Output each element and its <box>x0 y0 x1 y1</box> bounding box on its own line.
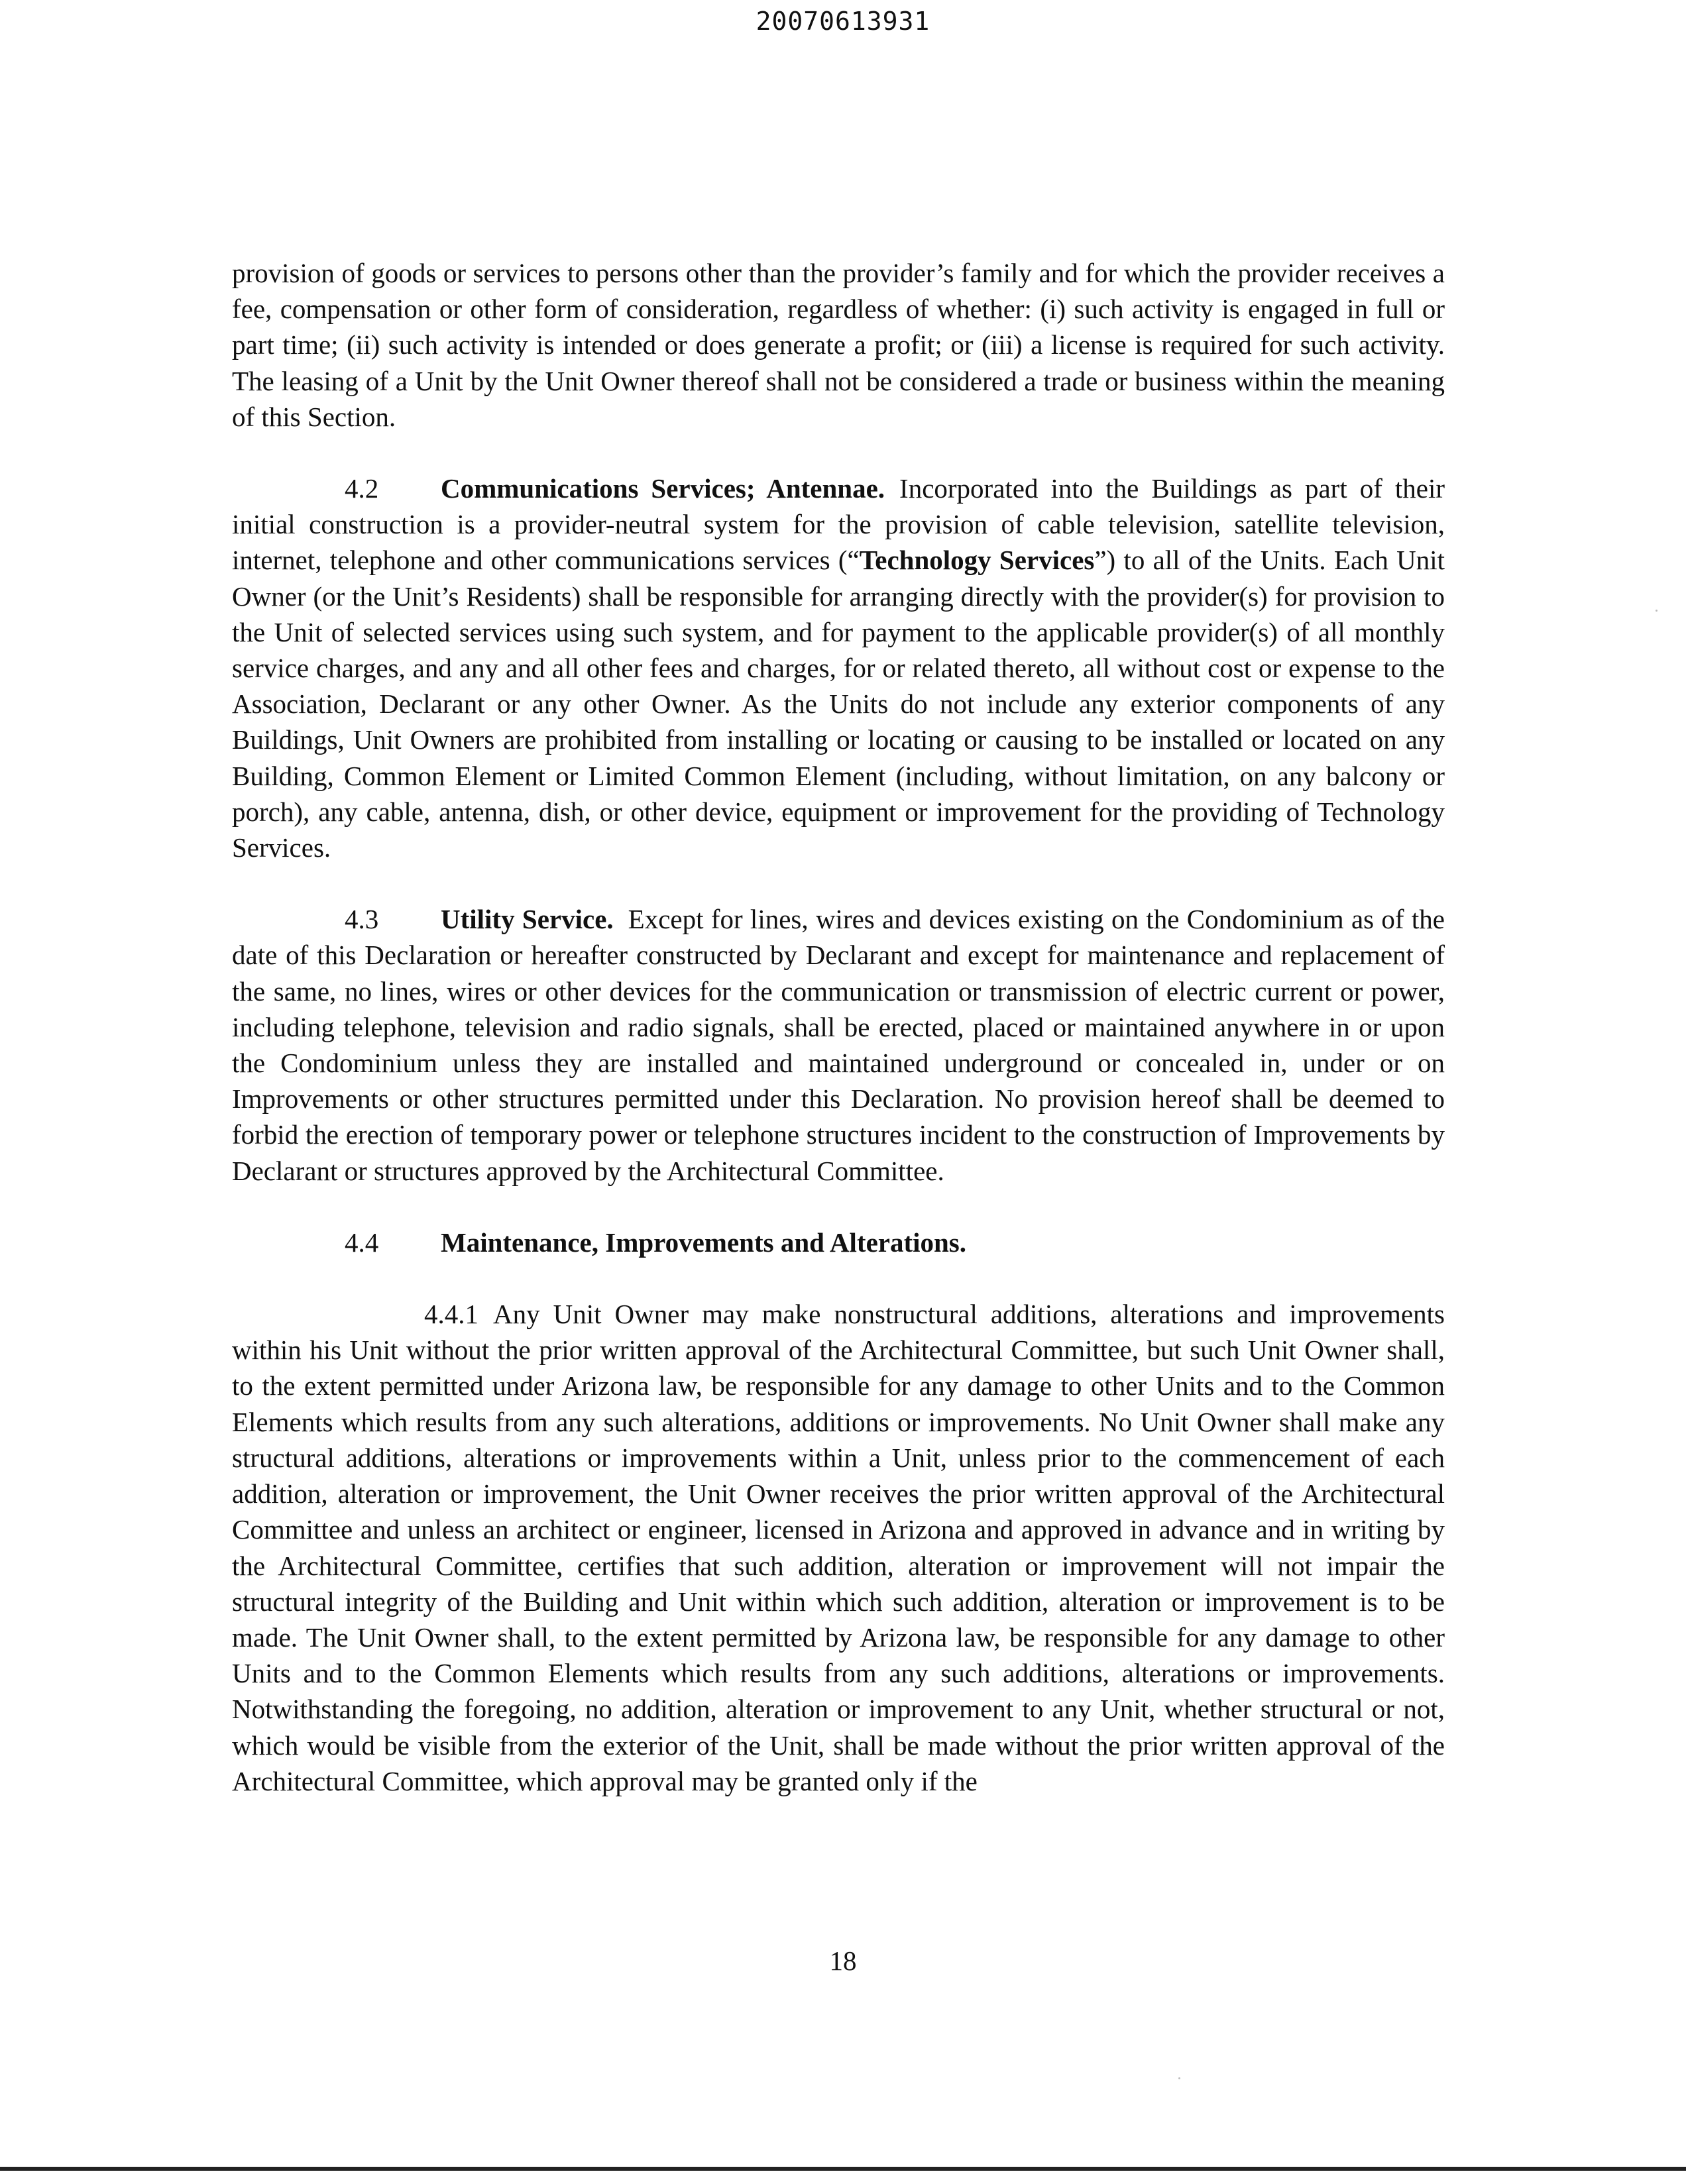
scan-speck <box>1178 2077 1180 2079</box>
section-4-4-number: 4.4 <box>345 1227 379 1258</box>
section-4-3 <box>232 901 1445 1189</box>
section-4-2-defined-term: Technology Services <box>859 545 1095 576</box>
section-4-2-number: 4.2 <box>345 473 379 504</box>
intro-paragraph: provision of goods or services to persons other than the provider’s family and for which the provider receives a fee, compensation or other form of consideration, regardless of whether: (i) such activity is engaged in full or part time; (ii) such activity is intended or does generate a profit; or (iii) a license is required for such activity. The leasing of a Unit by the Unit Owner thereof shall not be considered a trade or business within the meaning of this Section. <box>232 258 1445 432</box>
bottom-scan-border <box>0 2167 1686 2171</box>
page-number: 18 <box>829 1945 857 1976</box>
section-4-4-1-number: 4.4.1 <box>424 1299 478 1330</box>
section-4-2-text-after: ”) to all of the Units. Each Unit Owner (or the Unit’s Residents) shall be responsible for arranging directly with the provider(s) for provision to the Unit of selected services using such system, and for payment to the applicable provider(s) of all monthly service charges, and any and all other fees and charges, for or related thereto, all without cost or expense to the Association, Declarant or any other Owner. As the Units do not include any exterior components of any Buildings, Unit Owners are prohibited from installing or locating or causing to be installed or located on any Building, Common Element or Limited Common Element (including, without limitation, on any balcony or porch), any cable, antenna, dish, or other device, equipment or improvement for the providing of Technology Services. <box>232 545 1445 863</box>
section-4-4-heading <box>232 1225 1445 1260</box>
section-4-4-1-text: Any Unit Owner may make nonstructural additions, alterations and improvements within his Unit without the prior written approval of the Architectural Committee, but such Unit Owner shall, to the extent permitted under Arizona law, be responsible for any damage to other Units and to the Common Elements which results from any such alterations, additions or improvements. No Unit Owner shall make any structural additions, alterations or improvements within a Unit, unless prior to the commencement of each addition, alteration or improvement, the Unit Owner receives the prior written approval of the Architectural Committee and unless an architect or engineer, licensed in Arizona and approved in advance and in writing by the Architectural Committee, certifies that such addition, alteration or improvement will not impair the structural integrity of the Building and Unit within which such addition, alteration or improvement is to be made. The Unit Owner shall, to the extent permitted by Arizona law, be responsible for any damage to other Units and to the Common Elements which results from any such additions, alterations or improvements. Notwithstanding the foregoing, no addition, alteration or improvement to any Unit, whether structural or not, which would be visible from the exterior of the Unit, shall be made without the prior written approval of the Architectural Committee, which approval may be granted only if the <box>232 1299 1445 1796</box>
section-4-3-text: Except for lines, wires and devices existing on the Condominium as of the date of this Declaration or hereafter constructed by Declarant and except for maintenance and replacement of the same, no lines, wires or other devices for the communication or transmission of electric current or power, including telephone, television and radio signals, shall be erected, placed or maintained anywhere in or upon the Condominium unless they are installed and maintained underground or concealed in, under or on Improvements or other structures permitted under this Declaration. No provision hereof shall be deemed to forbid the erection of temporary power or telephone structures incident to the construction of Improvements by Declarant or structures approved by the Architectural Committee. <box>232 904 1445 1186</box>
section-4-2-text-before: Incorporated into the Buildings as part of their initial construction is a provider-neutral system for the provision of cable television, satellite television, internet, telephone and other communications services (“ <box>232 473 1445 576</box>
document-body <box>232 255 1445 1799</box>
document-number: 20070613931 <box>756 7 930 36</box>
scan-speck <box>1656 610 1658 612</box>
section-4-2 <box>232 470 1445 865</box>
section-4-3-title: Utility Service. <box>441 904 614 935</box>
section-4-4-title: Maintenance, Improvements and Alterations. <box>441 1227 967 1258</box>
section-4-2-title: Communications Services; Antennae. <box>441 473 885 504</box>
section-4-4-1 <box>232 1296 1445 1799</box>
section-4-3-number: 4.3 <box>345 904 379 935</box>
